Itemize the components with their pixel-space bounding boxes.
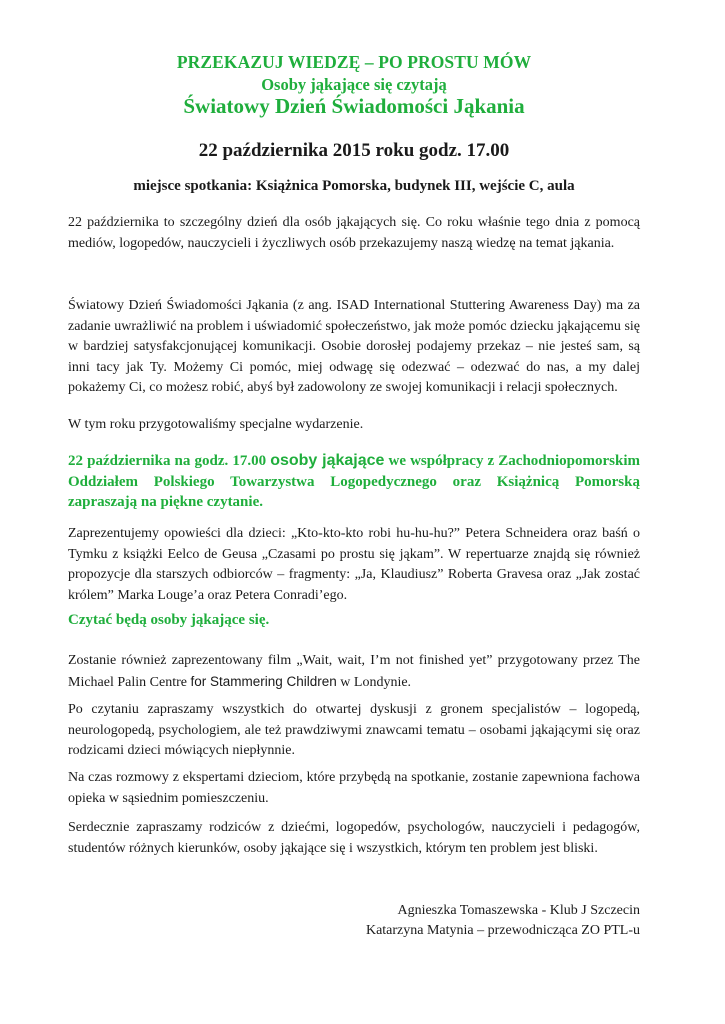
film-text-pre: Zostanie również zaprezentowany film „Wait, wait, I’m not finished yet” przygotowany przez The Michael Palin Centre [68,653,640,690]
highlight-announcement [68,451,640,513]
paragraph-discussion: Po czytaniu zapraszamy wszystkich do otwartej dyskusji z gronem specjalistów – logopedą, neurologopedą, psychologiem, ale też prawdziwymi znawcami tematu – osobami jąkającymi się oraz rodzicami dzieci mówiących niepłynnie. [68,702,640,758]
film-org-text: for Stammering Children [190,673,337,689]
highlight-post: we współpracy z Zachodniopomorskim Oddziałem Polskiego Towarzystwa Logopedycznego oraz Książnicą Pomorską zapraszają na piękne czytanie. [68,453,640,510]
paragraph-repertoire: Zaprezentujemy opowieści dla dzieci: „Kto-kto-kto robi hu-hu-hu?” Petera Schneidera oraz baśń o Tymku z książki Eelco de Geusa „Czasami po prostu się jąkam”. W repertuarze znajdą się również propozycje dla starszych odbiorców – fragmenty: „Ja, Klaudiusz” Roberta Gravesa oraz „Jak zostać królem” Marka Louge’a oraz Petera Conradi’ego. [68,526,640,603]
signature-line-1: Agnieszka Tomaszewska - Klub J Szczecin [397,903,640,918]
paragraph-intro: 22 października to szczególny dzień dla osób jąkających się. Co roku właśnie tego dnia z pomocą mediów, logopedów, nauczycieli i życzliwych osób przekazujemy naszą wiedzę na temat jąkania. [68,215,640,251]
title-line-3: Światowy Dzień Świadomości Jąkania [183,94,525,118]
subheading-readers: Czytać będą osoby jąkające się. [68,612,270,628]
highlight-pre: 22 października na godz. 17.00 [68,453,271,469]
highlight-mid: osoby jąkające [270,452,385,469]
signature-line-2: Katarzyna Matynia – przewodnicząca ZO PTL-u [365,923,640,938]
event-place: miejsce spotkania: Książnica Pomorska, budynek III, wejście C, aula [133,178,575,194]
title-line-1: PRZEKAZUJ WIEDZĘ – PO PROSTU MÓW [176,52,532,72]
film-text-post: w Londynie. [336,674,412,690]
paragraph-film [68,651,640,693]
paragraph-invitation: Serdecznie zapraszamy rodziców z dziećmi, logopedów, psychologów, nauczycieli i pedagogów, studentów różnych kierunków, osoby jąkające się i wszystkich, którym ten problem jest bliski. [68,820,640,856]
paragraph-isad: Światowy Dzień Świadomości Jąkania (z ang. ISAD International Stuttering Awareness Day) ma za zadanie uwrażliwić na problem i uświadomić społeczeństwo, jak może pomóc dziecku jąkającemu się w bardziej satysfakcjonującej komunikacji. Osobie dorosłej podajemy przekaz – nie jesteś sam, są inni tacy jak Ty. Możemy Ci pomóc, miej odwagę się odezwać – odezwać do nas, a my dalej pokażemy Ci, co możesz robić, abyś był zadowolony ze swojej komunikacji i relacji społecznych. [68,298,640,395]
title-line-2: Osoby jąkające się czytają [261,75,447,94]
event-date: 22 października 2015 roku godz. 17.00 [198,140,510,161]
paragraph-childcare: Na czas rozmowy z ekspertami dzieciom, które przybędą na spotkanie, zostanie zapewniona fachowa opieka w sąsiednim pomieszczeniu. [68,770,640,806]
paragraph-special-event: W tym roku przygotowaliśmy specjalne wydarzenie. [68,417,364,432]
